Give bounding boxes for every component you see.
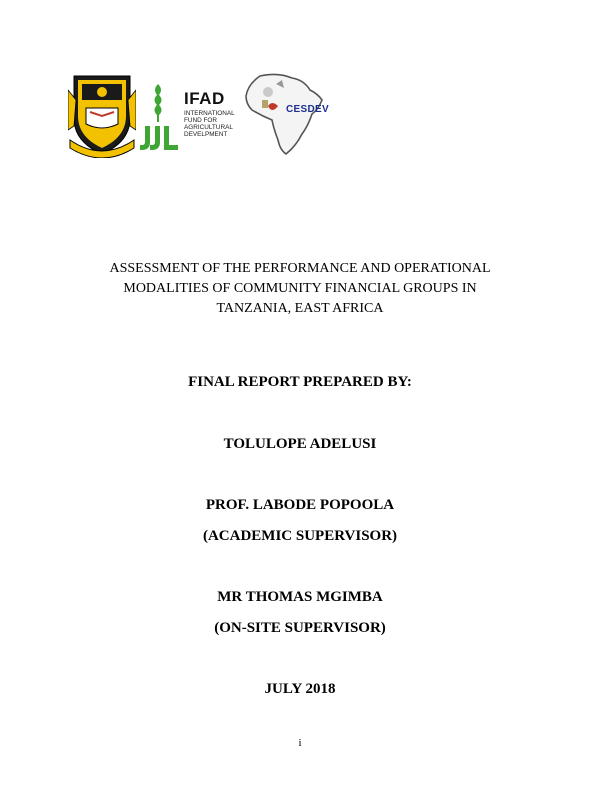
academic-supervisor-role: (ACADEMIC SUPERVISOR) bbox=[202, 528, 398, 544]
onsite-supervisor-role: (ON-SITE SUPERVISOR) bbox=[214, 620, 386, 636]
ifad-logo bbox=[184, 90, 242, 152]
onsite-supervisor-name: MR THOMAS MGIMBA bbox=[217, 589, 383, 605]
page-number: i bbox=[298, 737, 302, 749]
title-line: ASSESSMENT OF THE PERFORMANCE AND OPERATIONAL bbox=[109, 261, 491, 276]
report-title bbox=[0, 259, 600, 319]
title-line: MODALITIES OF COMMUNITY FINANCIAL GROUPS IN bbox=[123, 281, 477, 296]
report-date: JULY 2018 bbox=[264, 681, 336, 697]
author-name: TOLULOPE ADELUSI bbox=[223, 436, 377, 452]
cesdev-wordmark: CESDEV bbox=[286, 104, 329, 115]
prepared-by-heading: FINAL REPORT PREPARED BY: bbox=[188, 374, 412, 390]
university-crest-logo bbox=[68, 70, 136, 158]
title-line: TANZANIA, EAST AFRICA bbox=[216, 301, 384, 316]
jjl-wheat-logo bbox=[138, 82, 180, 152]
ifad-wordmark: IFAD bbox=[184, 89, 225, 108]
ifad-fullname: INTERNATIONAL FUND FOR AGRICULTURAL DEVELPMENT bbox=[184, 110, 235, 138]
logo-strip bbox=[68, 68, 338, 160]
cesdev-logo bbox=[238, 70, 328, 158]
academic-supervisor-name: PROF. LABODE POPOOLA bbox=[205, 497, 395, 513]
